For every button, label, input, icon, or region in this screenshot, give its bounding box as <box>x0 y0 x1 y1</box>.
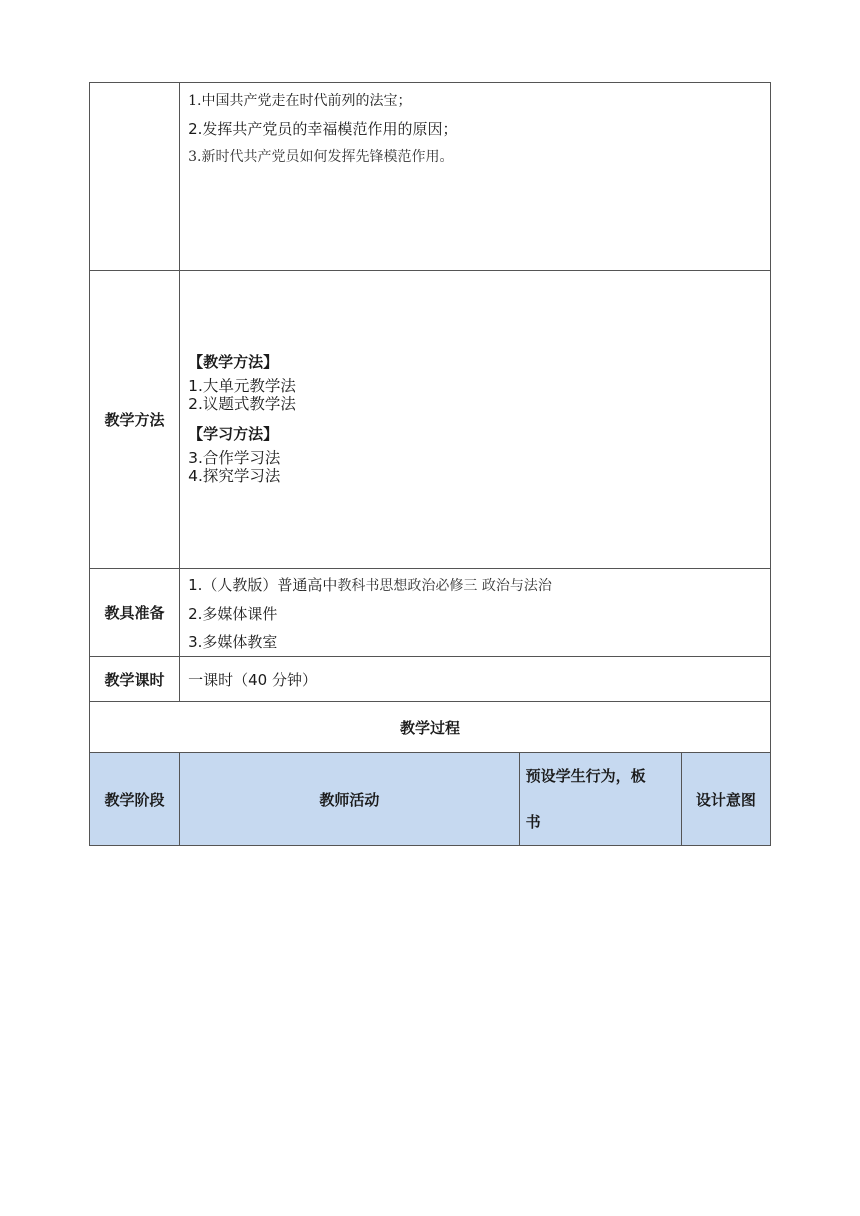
methods-content-cell <box>180 271 771 569</box>
lesson-plan-table <box>89 82 771 846</box>
tools-row <box>90 569 771 657</box>
tools-content-cell <box>180 569 771 657</box>
tool-item-1 <box>188 571 762 600</box>
tools-label: 教具准备 <box>90 569 180 657</box>
objectives-label-cell <box>90 83 180 271</box>
hours-value: 一课时（40 分钟） <box>188 670 317 689</box>
header-student-line-1: 预设学生行为，板 <box>525 767 646 785</box>
process-title: 教学过程 <box>90 702 771 753</box>
header-student <box>519 753 681 846</box>
learning-method-2: 4.探究学习法 <box>188 467 281 485</box>
teaching-method-1: 1.大单元教学法 <box>188 377 296 395</box>
methods-row <box>90 271 771 569</box>
objectives-content-cell <box>180 83 771 271</box>
objectives-row <box>90 83 771 271</box>
tool-item-2: 2.多媒体课件 <box>188 605 278 623</box>
process-title-row <box>90 702 771 753</box>
process-header-row <box>90 753 771 846</box>
header-stage: 教学阶段 <box>90 753 180 846</box>
hours-content-cell <box>180 657 771 702</box>
tool-item-1-prefix: 1.（人教版）普通高中 <box>188 576 338 594</box>
learning-methods-heading: 【学习方法】 <box>188 425 279 443</box>
teaching-method-2: 2.议题式教学法 <box>188 395 296 413</box>
hours-label: 教学课时 <box>90 657 180 702</box>
objective-item-3: 3.新时代共产党员如何发挥先锋模范作用。 <box>188 149 454 165</box>
header-student-line-2: 书 <box>525 813 541 831</box>
hours-row <box>90 657 771 702</box>
learning-method-1: 3.合作学习法 <box>188 449 281 467</box>
tool-item-3: 3.多媒体教室 <box>188 633 278 651</box>
methods-label: 教学方法 <box>90 271 180 569</box>
objective-item-2: 2.发挥共产党员的幸福模范作用的原因； <box>188 120 458 138</box>
header-intent: 设计意图 <box>681 753 770 846</box>
header-teacher: 教师活动 <box>180 753 519 846</box>
tool-item-1-suffix: 教科书思想政治必修三 政治与法治 <box>337 578 552 594</box>
objective-item-1: 1.中国共产党走在时代前列的法宝； <box>188 93 412 109</box>
teaching-methods-heading: 【教学方法】 <box>188 353 279 371</box>
